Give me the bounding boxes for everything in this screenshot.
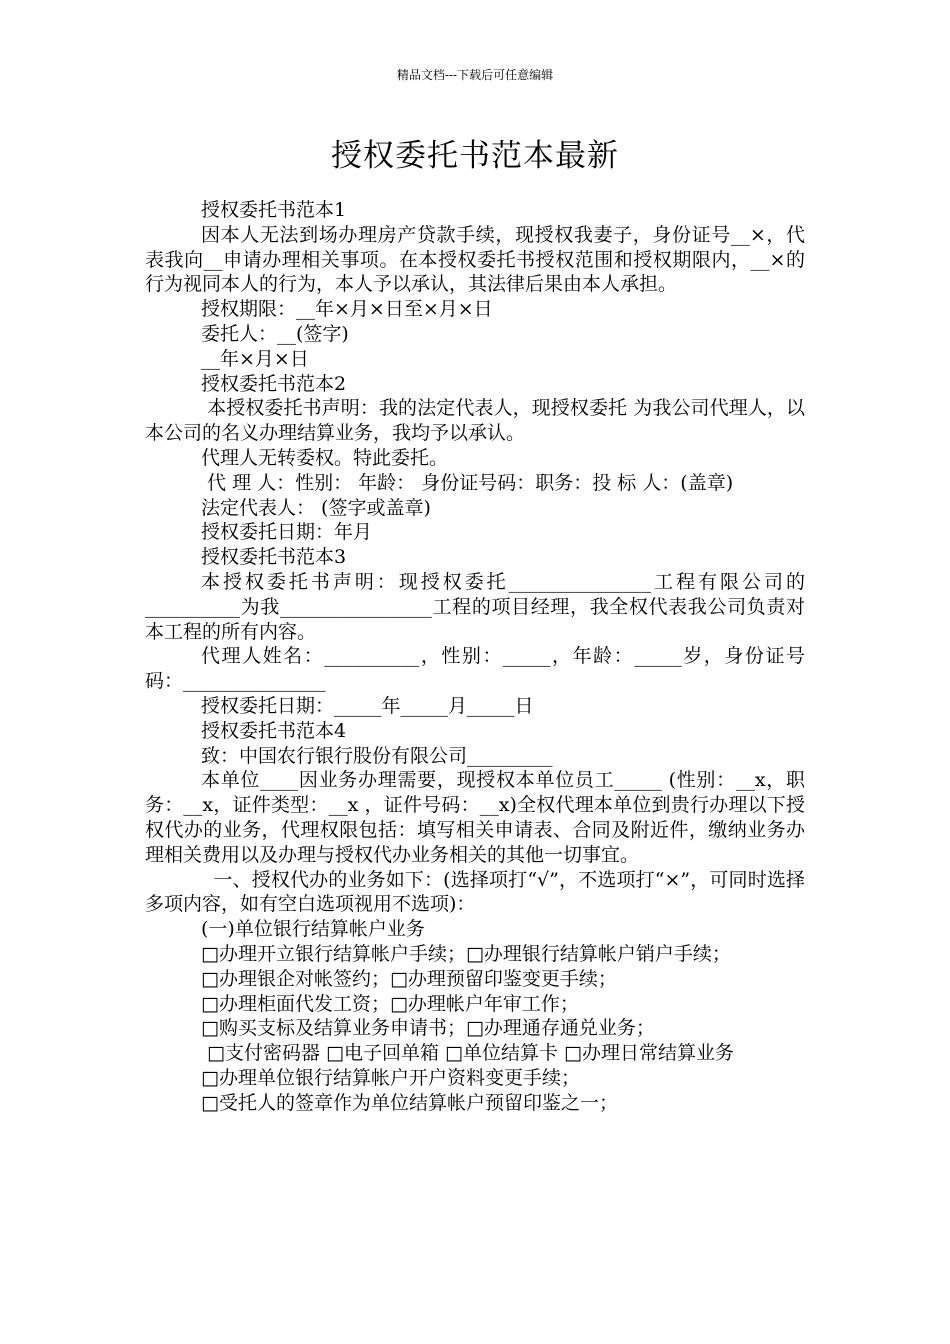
checkbox-line: □支付密码器 □电子回单箱 □单位结算卡 □办理日常结算业务	[201, 1042, 734, 1065]
checkbox-line: □受托人的签章作为单位结算帐户预留印鉴之一；	[201, 1091, 618, 1114]
paragraph: 致：中国农行银行股份有限公司_________	[201, 744, 553, 767]
paragraph: 本授权委托书声明：我的法定代表人，现授权委托 为我公司代理人，以本公司的名义办理结算业务，我均予以承认。	[145, 397, 805, 445]
section-heading: 授权委托书范本3	[201, 546, 347, 569]
paragraph: 代理人姓名：__________，性别：_____，年龄：_____岁，身份证号码：_______________	[145, 645, 805, 693]
section-heading: 授权委托书范本2	[201, 372, 347, 395]
paragraph: 代理人无转委权。特此委托。	[201, 446, 449, 469]
paragraph: 代 理 人：性别： 年龄： 身份证号码：职务：投 标 人：(盖章)	[201, 471, 734, 494]
checkbox-line: □办理柜面代发工资；□办理帐户年审工作；	[201, 992, 579, 1015]
checkbox-line: □办理开立银行结算帐户手续；□办理银行结算帐户销户手续；	[201, 942, 731, 965]
paragraph: 授权委托日期：_____年_____月_____日	[201, 694, 534, 717]
checkbox-line: □办理银企对帐签约；□办理预留印鉴变更手续；	[201, 967, 617, 990]
section-heading: 授权委托书范本1	[201, 199, 347, 221]
section-heading: 授权委托书范本4	[201, 719, 347, 742]
checkbox-line: □购买支标及结算业务申请书；□办理通存通兑业务；	[201, 1017, 655, 1040]
checkbox-line: □办理单位银行结算帐户开户资料变更手续；	[201, 1066, 580, 1089]
paragraph: (一)单位银行结算帐户业务	[201, 918, 425, 941]
paragraph: 法定代表人： (签字或盖章)	[201, 496, 431, 519]
paragraph: 授权委托日期：年月	[201, 521, 373, 544]
document-title: 授权委托书范本最新	[331, 138, 619, 174]
document-body	[145, 198, 805, 1115]
paragraph: __年×月×日	[201, 347, 309, 370]
paragraph: 本授权委托书声明：现授权委托_______________工程有限公司的__________为我________________工程的项目经理，我全权代表我公司负责对本工程的所有内容。	[145, 570, 805, 643]
paragraph: 因本人无法到场办理房产贷款手续，现授权我妻子，身份证号__×，代表我向__申请办理相关事项。在本授权委托书授权范围和授权期限内，__×的行为视同本人的行为，本人予以承认，其法律后果由本人承担。	[145, 223, 805, 296]
paragraph: 本单位____因业务办理需要，现授权本单位员工_____ (性别：__x，职务：__x，证件类型：__x ，证件号码：__x)全权代理本单位到贵行办理以下授权代办的业务，代理权限包括：填写相关申请表、合同及附近件，缴纳业务办理相关费用以及办理与授权代办业务相关的其他一切事宜。	[145, 769, 805, 866]
paragraph: 授权期限：__年×月×日至×月×日	[201, 298, 493, 321]
paragraph: 一、授权代办的业务如下：(选择项打“√”，不选项打“×”，可同时选择多项内容，如有空白选项视用不选项)：	[145, 868, 805, 916]
page-header: 精品文档---下载后可任意编辑	[396, 68, 554, 82]
paragraph: 委托人：__(签字)	[201, 322, 349, 345]
